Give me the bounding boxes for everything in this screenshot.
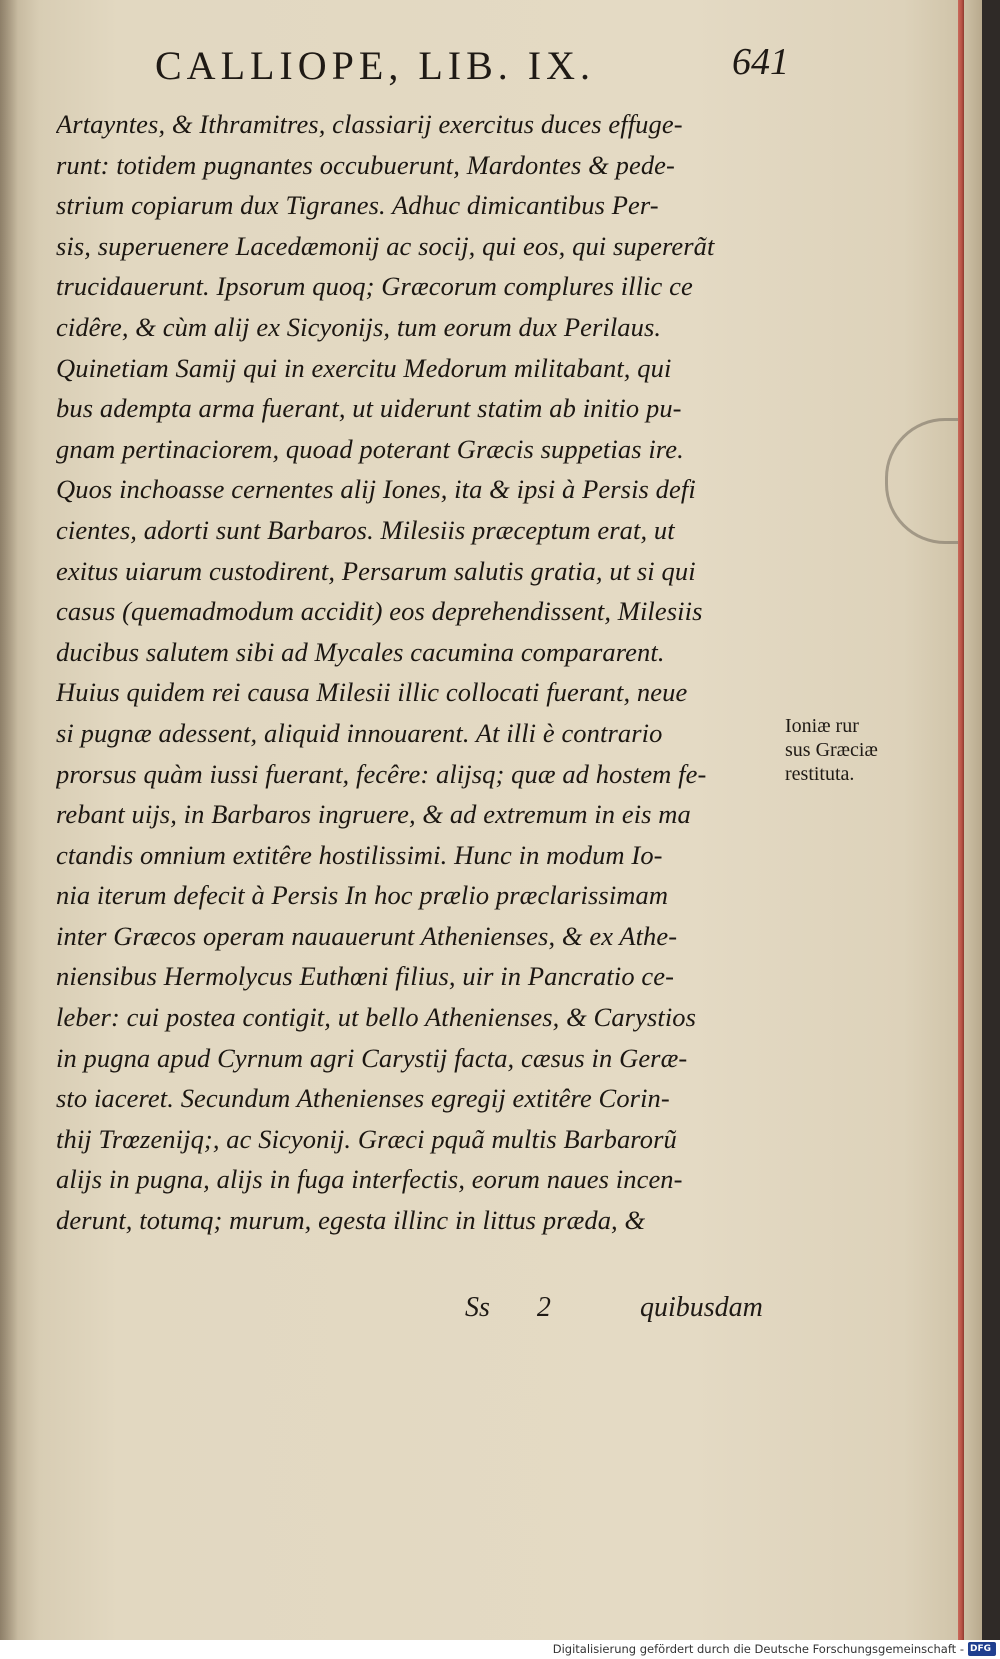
- marginal-note-line: restituta.: [785, 763, 855, 785]
- text-line: Artayntes, & Ithramitres, classiarij exercitus duces effuge-: [56, 109, 683, 139]
- text-line: nia iterum defecit à Persis In hoc prælio præclarissimam: [56, 880, 669, 911]
- page-number: 641: [732, 41, 789, 83]
- text-line: in pugna apud Cyrnum agri Carystij facta, cæsus in Geræ-: [56, 1042, 688, 1073]
- text-line: alijs in pugna, alijs in fuga interfectis, eorum naues incen-: [56, 1164, 683, 1195]
- funding-credit: Digitalisierung gefördert durch die Deutsche Forschungsgemeinschaft -: [552, 1642, 964, 1656]
- marginal-note-line: sus Græciæ: [785, 739, 878, 761]
- text-line: Quos inchoasse cernentes alij Iones, ita & ipsi à Persis defi: [56, 474, 696, 505]
- text-line: runt: totidem pugnantes occubuerunt, Mardontes & pede-: [56, 149, 675, 180]
- text-line: Quinetiam Samij qui in exercitu Medorum militabant, qui: [56, 352, 672, 383]
- text-line: prorsus quàm iussi fuerant, fecêre: alijsq; quæ ad hostem fe-: [56, 758, 707, 789]
- red-page-edge: [958, 0, 964, 1640]
- text-line: rebant uijs, in Barbaros ingruere, & ad extremum in eis ma: [56, 799, 691, 830]
- text-line: gnam pertinaciorem, quoad poterant Græcis suppetias ire.: [56, 433, 684, 464]
- text-line: cidêre, & cùm alij ex Sicyonijs, tum eorum dux Perilaus.: [56, 311, 662, 342]
- text-line: si pugnæ adessent, aliquid innouarent. At illi è contrario: [56, 717, 663, 748]
- dfg-logo-icon: [968, 1642, 996, 1656]
- marginal-note-line: Ioniæ rur: [785, 715, 859, 737]
- text-line: sis, superuenere Lacedæmonij ac socij, qui eos, qui supererãt: [56, 230, 715, 261]
- text-line: ctandis omnium extitêre hostilissimi. Hunc in modum Io-: [56, 839, 663, 870]
- text-line: leber: cui postea contigit, ut bello Athenienses, & Carystios: [56, 1002, 697, 1033]
- text-line: strium copiarum dux Tigranes. Adhuc dimicantibus Per-: [56, 190, 659, 221]
- text-line: casus (quemadmodum accidit) eos deprehendissent, Milesiis: [56, 596, 703, 627]
- gutter-shadow: [0, 0, 18, 1640]
- text-line: niensibus Hermolycus Euthœni filius, uir in Pancratio ce-: [56, 961, 675, 992]
- text-line: inter Græcos operam nauauerunt Athenienses, & ex Athe-: [56, 920, 678, 951]
- signature-mark: Ss 2: [465, 1292, 551, 1323]
- running-head: CALLIOPE, LIB. IX.: [155, 43, 595, 88]
- catchword: quibusdam: [640, 1292, 763, 1323]
- text-line: thij Trœzenijq;, ac Sicyonij. Græci pquã multis Barbarorũ: [56, 1123, 677, 1154]
- page-clip-mark: [885, 418, 958, 544]
- text-line: Huius quidem rei causa Milesii illic collocati fuerant, neue: [56, 677, 688, 708]
- dfg-logo-text: DFG: [970, 1644, 992, 1654]
- text-line: derunt, totumq; murum, egesta illinc in littus præda, &: [56, 1205, 646, 1236]
- text-line: trucidauerunt. Ipsorum quoq; Græcorum complures illic ce: [56, 271, 693, 302]
- text-line: exitus uiarum custodirent, Persarum salutis gratia, ut si qui: [56, 555, 696, 586]
- body-text: [56, 104, 776, 1241]
- text-line: ducibus salutem sibi ad Mycales cacumina compararent.: [56, 636, 665, 667]
- text-line: bus adempta arma fuerant, ut uiderunt statim ab initio pu-: [56, 393, 682, 424]
- text-line: cientes, adorti sunt Barbaros. Milesiis præceptum erat, ut: [56, 514, 675, 545]
- text-line: sto iaceret. Secundum Athenienses egregij extitêre Corin-: [56, 1083, 670, 1114]
- marginal-note: [785, 714, 915, 786]
